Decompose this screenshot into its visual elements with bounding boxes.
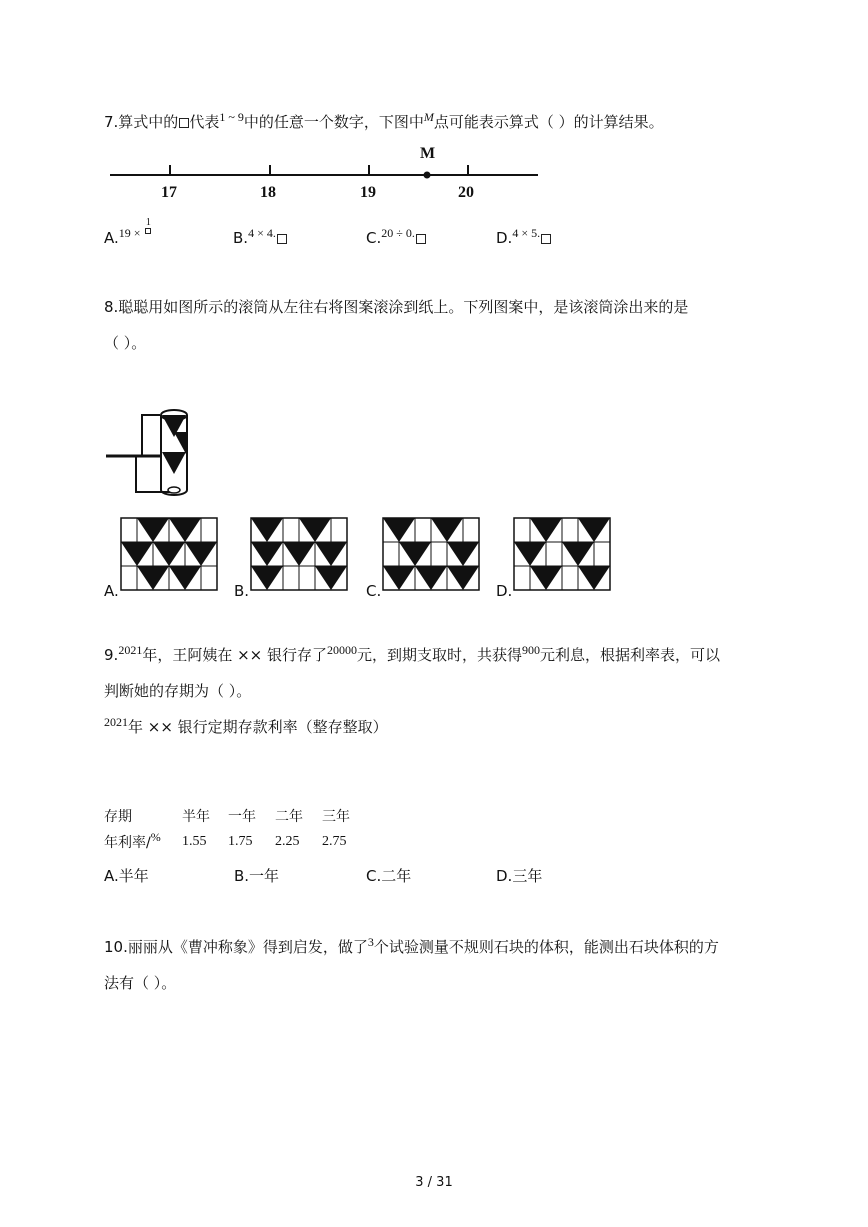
pattern-grid-b [250,517,348,593]
q8-option-a-label[interactable]: A. [104,582,119,600]
tick-label-20: 20 [458,184,474,201]
q8-option-d-label[interactable]: D. [496,582,513,600]
point-m [424,172,431,179]
rate-table [104,806,369,852]
roller-figure [104,405,199,500]
blank-box-icon [416,234,426,244]
rate-table-row [104,826,369,852]
q8-pattern-a[interactable] [120,517,218,597]
table-cell: 1.75 [228,834,253,849]
blank-box-icon [277,234,287,244]
table-header-cell: 三年 [322,809,350,825]
q7-stem: 7.算式中的 代表$^1$ ~ $^9$中的任意一个数字，下图中$^M$点可能表示算式（ ）的计算结果。 [104,110,664,131]
table-header-cell: 存期 [104,809,132,825]
q7-option-a[interactable]: A.$^{19 \times}$ 1 [104,217,151,247]
q8-pattern-c[interactable] [382,517,480,597]
q8-option-b-label[interactable]: B. [234,582,250,600]
tick-label-18: 18 [260,184,276,201]
pattern-grid-a [120,517,218,593]
q8-pattern-d[interactable] [513,517,611,597]
q8-pattern-b[interactable] [250,517,348,597]
page-number: 3 / 31 [415,1175,453,1190]
q7-option-b[interactable]: B.$^{4 \times 4.}$ [233,228,287,249]
table-cell: 1.55 [182,834,207,849]
q7-option-c[interactable]: C.$^{20 \div 0.}$ [366,228,426,249]
q9-stem-line1: 9.$^{2021}$年，王阿姨在 ×× 银行存了$^{20000}$元，到期支取时，共获得$^{900}$元利息，根据利率表，可以 [104,643,721,664]
table-header-cell: 半年 [182,809,210,825]
blank-box-icon [179,118,189,128]
tick-label-19: 19 [360,184,376,201]
tick-label-17: 17 [161,184,177,201]
table-header-cell: 二年 [275,809,303,825]
q8-stem-line1: 8.聪聪用如图所示的滚筒从左往右将图案滚涂到纸上。下列图案中，是该滚筒涂出来的是 [104,298,689,316]
table-header-cell: 一年 [228,809,256,825]
pattern-grid-c [382,517,480,593]
point-m-label: M [420,145,436,162]
q9-stem-line2: 判断她的存期为（ ）。 [104,682,252,700]
q9-option-a[interactable]: A.半年 [104,867,149,885]
q9-option-b[interactable]: B.一年 [234,867,280,885]
q10-stem-line2: 法有（ ）。 [104,974,177,992]
q7-option-d[interactable]: D.$^{4 \times 5.}$ [496,228,551,249]
fraction: 1 [145,218,151,236]
table-cell: 2.75 [322,834,347,849]
blank-box-icon [541,234,551,244]
q8-option-c-label[interactable]: C. [366,582,382,600]
table-cell: 2.25 [275,834,300,849]
q10-stem-line1: 10.丽丽从《曹冲称象》得到启发，做了$^3$个试验测量不规则石块的体积，能测出石块体积的方 [104,935,719,956]
blank-box-icon [145,228,151,234]
q9-option-c[interactable]: C.二年 [366,867,412,885]
table-row-label: 年利率/% [104,830,161,851]
pattern-grid-d [513,517,611,593]
q9-option-d[interactable]: D.三年 [496,867,543,885]
q8-stem-line2: （ ）。 [104,334,147,352]
rate-table-header [104,806,369,826]
q9-table-title: $^{2021}$年 ×× 银行定期存款利率（整存整取） [104,715,388,736]
